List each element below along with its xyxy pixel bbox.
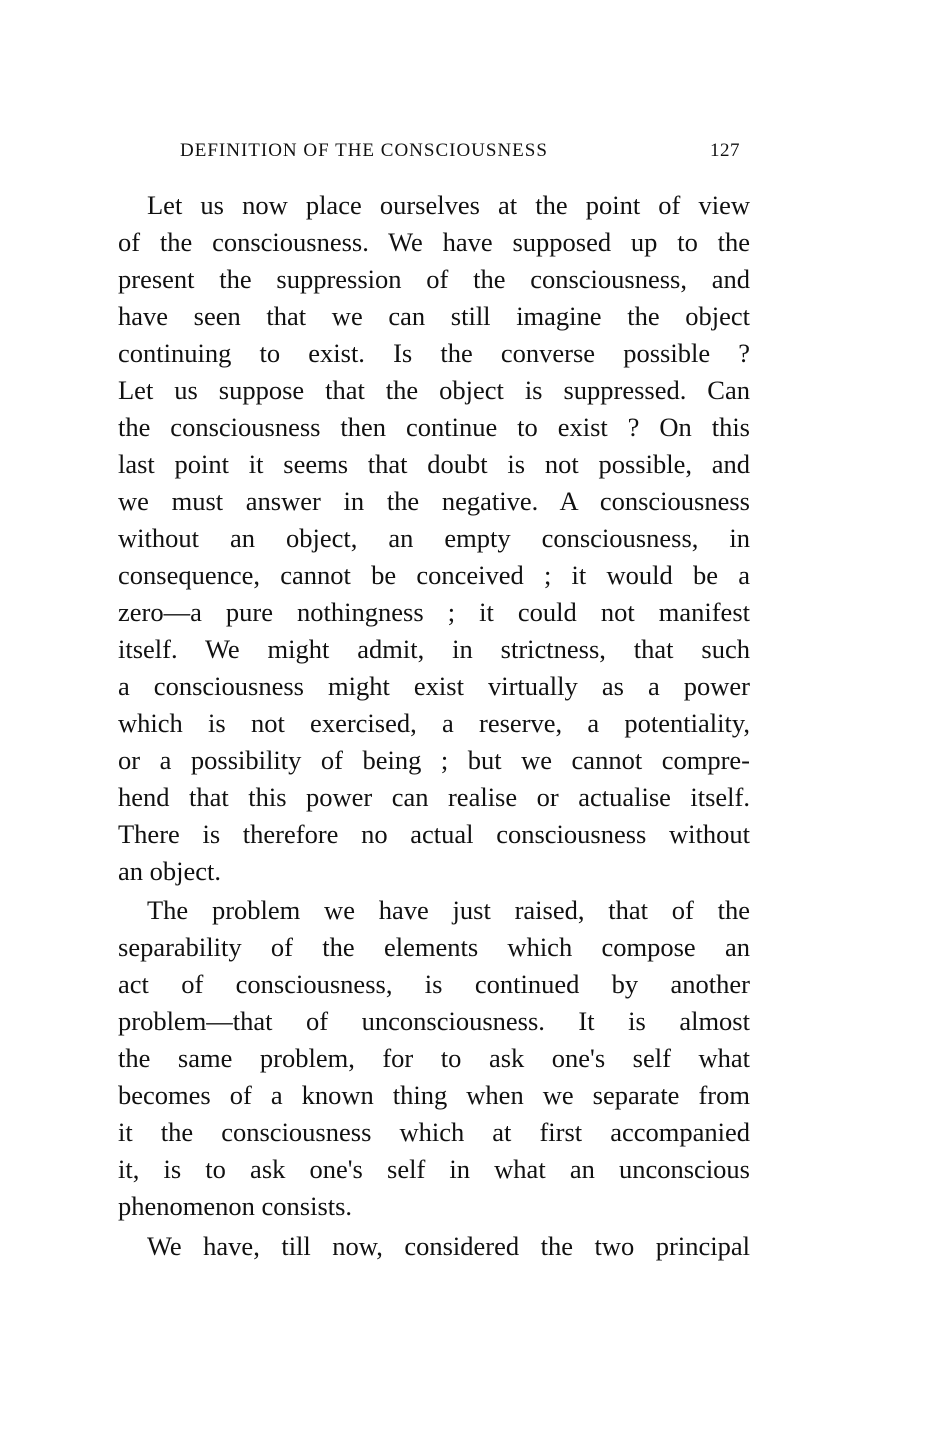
text-line: We have, till now, considered the two principal bbox=[147, 1231, 750, 1261]
text-line: act of consciousness, is continued by another bbox=[118, 969, 750, 999]
text-line: a consciousness might exist virtually as a power bbox=[118, 671, 750, 701]
text-line: There is therefore no actual consciousness without bbox=[118, 819, 750, 849]
text-line: consequence, cannot be conceived ; it would be a bbox=[118, 560, 750, 590]
running-title: DEFINITION OF THE CONSCIOUSNESS bbox=[180, 140, 548, 161]
text-line: problem—that of unconsciousness. It is almost bbox=[118, 1006, 750, 1036]
text-line: phenomenon consists. bbox=[118, 1191, 353, 1221]
text-line: the same problem, for to ask one's self what bbox=[118, 1043, 750, 1073]
text-line: it, is to ask one's self in what an unconscious bbox=[118, 1154, 750, 1184]
text-line: without an object, an empty consciousness, in bbox=[118, 523, 750, 553]
text-line: separability of the elements which compose an bbox=[118, 932, 750, 962]
text-line: continuing to exist. Is the converse possible ? bbox=[118, 338, 750, 368]
text-line: last point it seems that doubt is not possible, and bbox=[118, 449, 750, 479]
text-line: Let us suppose that the object is suppressed. Can bbox=[118, 375, 750, 405]
text-line: zero—a pure nothingness ; it could not manifest bbox=[118, 597, 750, 627]
text-line: it the consciousness which at first accompanied bbox=[118, 1117, 750, 1147]
text-line: Let us now place ourselves at the point of view bbox=[147, 190, 750, 220]
text-line: The problem we have just raised, that of the bbox=[147, 895, 750, 925]
text-line: we must answer in the negative. A consciousness bbox=[118, 486, 750, 516]
text-line: which is not exercised, a reserve, a potentiality, bbox=[118, 708, 750, 738]
text-line: present the suppression of the consciousness, and bbox=[118, 264, 750, 294]
text-line: hend that this power can realise or actualise itself. bbox=[118, 782, 750, 812]
text-line: the consciousness then continue to exist ? On this bbox=[118, 412, 750, 442]
page-number: 127 bbox=[710, 140, 740, 161]
text-line: becomes of a known thing when we separate from bbox=[118, 1080, 750, 1110]
text-line: itself. We might admit, in strictness, that such bbox=[118, 634, 750, 664]
text-line: have seen that we can still imagine the object bbox=[118, 301, 750, 331]
text-line: or a possibility of being ; but we cannot compre- bbox=[118, 745, 750, 775]
text-line: of the consciousness. We have supposed up to the bbox=[118, 227, 750, 257]
text-line: an object. bbox=[118, 856, 222, 886]
running-head bbox=[180, 140, 740, 170]
